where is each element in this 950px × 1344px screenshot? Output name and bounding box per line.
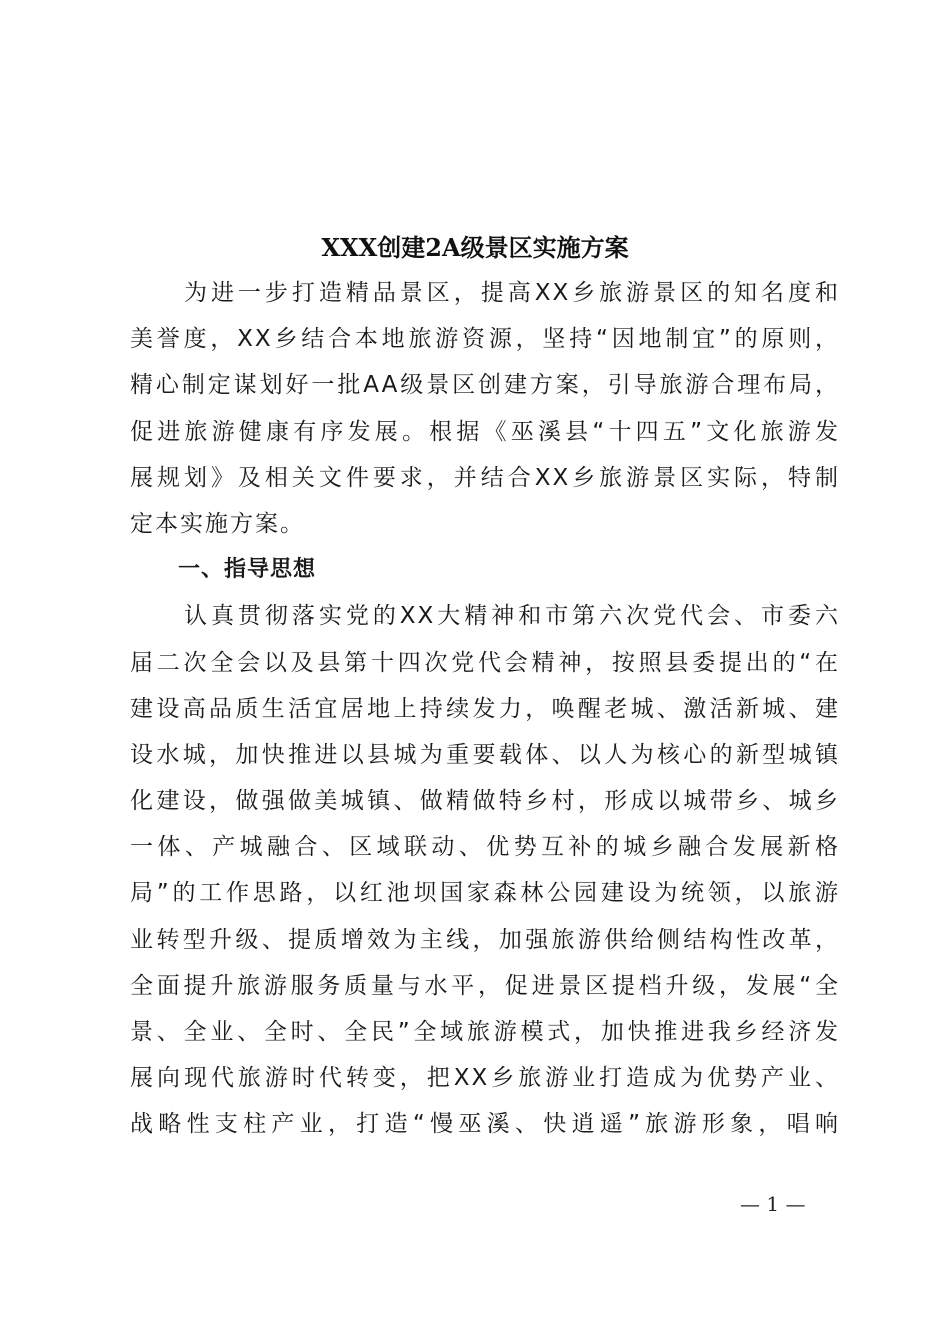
paragraph-line: 设水城，加快推进以县城为重要载体、以人为核心的新型城镇 [130, 741, 840, 768]
paragraph-line: 业转型升级、提质增效为主线，加强旅游供给侧结构性改革， [130, 926, 840, 953]
paragraph-line: 化建设，做强做美城镇、做精做特乡村，形成以城带乡、城乡 [130, 788, 840, 815]
paragraph-line: 战略性支柱产业，打造“慢巫溪、快逍遥”旅游形象，唱响 [130, 1111, 840, 1138]
paragraph-line: 美誉度，XX乡结合本地旅游资源，坚持“因地制宜”的原则， [130, 326, 840, 353]
paragraph-line: 一体、产城融合、区域联动、优势互补的城乡融合发展新格 [130, 834, 840, 861]
paragraph-line: 届二次全会以及县第十四次党代会精神，按照县委提出的“在 [130, 649, 840, 676]
paragraph-line: 全面提升旅游服务质量与水平，促进景区提档升级，发展“全 [130, 972, 840, 999]
paragraph-line: 建设高品质生活宜居地上持续发力，唤醒老城、激活新城、建 [130, 695, 840, 722]
paragraph-line: 精心制定谋划好一批AA级景区创建方案，引导旅游合理布局， [130, 372, 840, 399]
paragraph-line: 定本实施方案。 [130, 510, 305, 537]
paragraph-line: 局”的工作思路，以红池坝国家森林公园建设为统领，以旅游 [130, 880, 840, 907]
paragraph-line: 为进一步打造精品景区，提高XX乡旅游景区的知名度和 [130, 280, 840, 306]
paragraph-line: 认真贯彻落实党的XX大精神和市第六次党代会、市委六 [130, 603, 840, 630]
section-heading: 一、指导思想 [178, 557, 317, 583]
page-number: — 1 — [740, 1192, 806, 1216]
document-body [130, 270, 840, 1148]
paragraph-line: 展向现代旅游时代转变，把XX乡旅游业打造成为优势产业、 [130, 1065, 840, 1092]
document-title: XXX创建2A级景区实施方案 [321, 233, 629, 262]
paragraph-line: 展规划》及相关文件要求，并结合XX乡旅游景区实际，特制 [130, 464, 840, 491]
paragraph-line: 景、全业、全时、全民”全域旅游模式，加快推进我乡经济发 [130, 1019, 840, 1045]
paragraph-line: 促进旅游健康有序发展。根据《巫溪县“十四五”文化旅游发 [130, 418, 840, 445]
